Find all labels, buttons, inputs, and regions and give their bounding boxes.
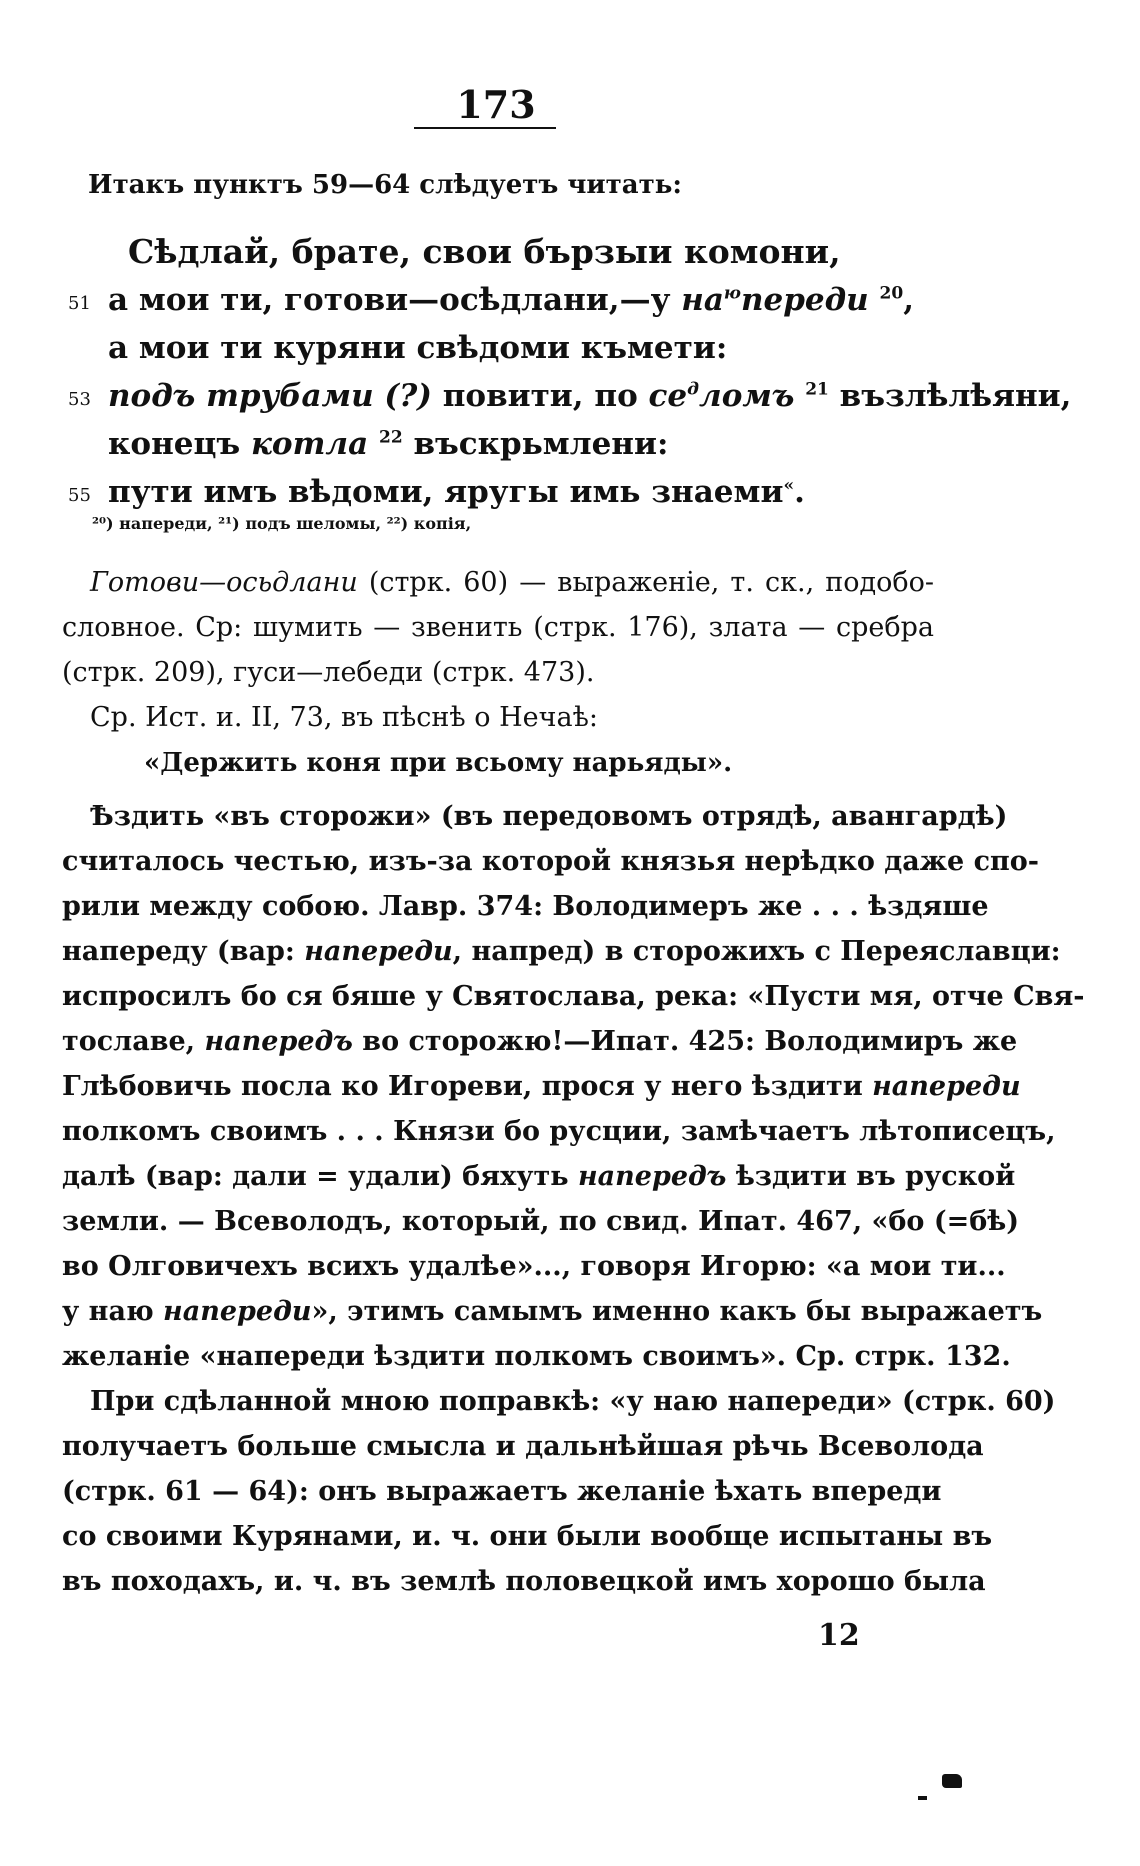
text-run: земли. — Всеволодъ, который, по свид. Ипат. 467, «бо (=бѣ) <box>62 1206 1020 1237</box>
text-line <box>62 839 1040 884</box>
text-run: конецъ <box>108 426 251 462</box>
text-line <box>62 1334 1011 1379</box>
text-line <box>62 560 934 605</box>
paragraph-3 <box>62 794 1085 1379</box>
verse-line <box>60 372 1072 420</box>
text-run: При сдѣланной мною поправкѣ: «у наю напереди» (стрк. 60) <box>90 1386 1056 1417</box>
italic-word: Готови—осьдлани <box>90 567 358 598</box>
text-run: а мои ти куряни свѣдоми къмети: <box>108 330 728 366</box>
text-line <box>62 884 989 929</box>
verse-line-text <box>128 228 841 276</box>
text-line <box>62 650 934 695</box>
verse-line <box>60 276 940 324</box>
italic-word: напередъ <box>577 1161 727 1192</box>
italic-word: напереди <box>163 1296 312 1327</box>
text-run: пути имъ вѣдоми, яругы имь знаеми <box>108 474 784 510</box>
italic-word: напереди <box>304 936 453 967</box>
text-run: Сѣдлай, брате, свои бързыи комони, <box>128 232 841 271</box>
paragraph-4 <box>62 1379 1056 1604</box>
verse-line-number: 53 <box>68 389 91 410</box>
text-run: . <box>794 474 805 510</box>
text-run: », этимъ самымъ именно какъ бы выражаетъ <box>311 1296 1043 1327</box>
verse-footnotes: ²⁰) напереди, ²¹) подъ шеломы, ²²) копія, <box>92 514 472 533</box>
text-line <box>62 1019 1018 1064</box>
verse-block <box>60 228 1072 516</box>
italic-word: ломъ <box>699 378 795 414</box>
superscript: ю <box>723 283 741 304</box>
text-line <box>62 794 1008 839</box>
verse-line-text <box>108 276 914 324</box>
text-line <box>62 1109 1056 1154</box>
verse-line-text <box>108 420 668 468</box>
superscript: 21 <box>805 379 829 400</box>
intro-line: Итакъ пунктъ 59—64 слѣдуетъ читать: <box>88 170 682 200</box>
ink-blot-small <box>918 1796 927 1800</box>
superscript: д <box>687 379 699 400</box>
text-line <box>62 974 1085 1019</box>
text-run: (стрк. 60) — выраженіе, т. ск., подобо- <box>357 567 934 598</box>
text-line <box>62 929 1061 974</box>
text-line <box>62 1514 993 1559</box>
text-line <box>62 1289 1043 1334</box>
text-run <box>794 378 805 414</box>
paragraph-2 <box>62 695 934 740</box>
italic-word: напередъ <box>204 1026 353 1057</box>
text-run: въскрьмлени: <box>402 426 669 462</box>
superscript: 22 <box>378 427 403 448</box>
text-run: , <box>903 282 915 318</box>
text-run: (стрк. 209), гуси—лебеди (стрк. 473). <box>62 657 595 688</box>
verse-line <box>60 228 940 276</box>
superscript: « <box>783 475 795 496</box>
verse-line <box>60 468 940 516</box>
text-line <box>62 1199 1020 1244</box>
text-run: далѣ (вар: дали = удали) бяхуть <box>62 1161 578 1192</box>
text-run: получаетъ больше смысла и дальнѣйшая рѣчь Всеволода <box>62 1431 984 1462</box>
text-run: словное. Ср: шумить — звенить (стрк. 176), злата — сребра <box>62 612 934 643</box>
text-line <box>62 1469 942 1514</box>
text-run <box>869 282 880 318</box>
text-run: възлѣлѣяни, <box>828 378 1072 414</box>
text-run: Глѣбовичь посла ко Игореви, прося у него ѣздити <box>62 1071 873 1102</box>
text-run: во сторожю!—Ипат. 425: Володимиръ же <box>352 1026 1018 1057</box>
verse-line-number: 51 <box>68 293 91 314</box>
italic-word: се <box>648 378 688 414</box>
italic-word: напереди <box>872 1071 1021 1102</box>
text-run: желаніе «напереди ѣздити полкомъ своимъ». Ср. стрк. 132. <box>62 1341 1011 1372</box>
text-run: а мои ти, готови—осѣдлани,—у <box>108 282 682 318</box>
text-line <box>62 1244 1006 1289</box>
text-run: повити, по <box>431 378 649 414</box>
verse-line-text <box>108 324 727 372</box>
text-run: со своими Курянами, и. ч. они были вообще испытаны въ <box>62 1521 993 1552</box>
text-line <box>62 1424 984 1469</box>
text-line <box>62 1064 1021 1109</box>
verse-line <box>60 324 940 372</box>
paragraph-1 <box>62 560 934 695</box>
text-run: (стрк. 61 — 64): онъ выражаетъ желаніе ѣхать впереди <box>62 1476 942 1507</box>
text-line <box>62 1379 1056 1424</box>
verse-line-number: 55 <box>68 485 91 506</box>
italic-word: на <box>681 282 724 318</box>
text-line <box>62 1154 1016 1199</box>
text-run <box>368 426 379 462</box>
italic-word: котла <box>250 426 369 462</box>
text-run: тославе, <box>62 1026 205 1057</box>
text-line <box>62 1559 986 1604</box>
text-run: полкомъ своимъ . . . Князи бо русции, замѣчаетъ лѣтописецъ, <box>62 1116 1056 1147</box>
ink-blot <box>942 1774 962 1788</box>
text-run: напереду (вар: <box>62 936 305 967</box>
text-run: испросилъ бо ся бяше у Святослава, река: «Пусти мя, отче Свя- <box>62 981 1085 1012</box>
italic-word: подъ трубами (?) <box>108 378 432 414</box>
verse-line-text <box>108 468 805 516</box>
text-run: въ походахъ, и. ч. въ землѣ половецкой имъ хорошо была <box>62 1566 986 1597</box>
header-rule <box>414 127 556 129</box>
text-run: , напред) в сторожихъ с Переяславци: <box>452 936 1061 967</box>
text-run: у наю <box>62 1296 164 1327</box>
text-line <box>62 605 934 650</box>
quote: «Держить коня при всьому нарьяды». <box>144 748 733 778</box>
signature-mark: 12 <box>818 1618 860 1653</box>
text-run: рили между собою. Лавр. 374: Володимеръ же . . . ѣздяше <box>62 891 989 922</box>
text-run: считалось честью, изъ-за которой князья нерѣдко даже спо- <box>62 846 1040 877</box>
text-run: Ѣздить «въ сторожи» (въ передовомъ отрядѣ, авангардѣ) <box>90 801 1008 832</box>
paragraph-2-line: Ср. Ист. и. II, 73, въ пѣснѣ о Нечаѣ: <box>90 702 598 733</box>
superscript: 20 <box>879 283 904 304</box>
text-run: во Олговичехъ всихъ удалѣе»..., говоря Игорю: «а мои ти... <box>62 1251 1006 1282</box>
page-number: 173 <box>456 82 536 127</box>
italic-word: переди <box>740 282 869 318</box>
verse-line <box>60 420 940 468</box>
commentary <box>62 560 1085 1604</box>
verse-line-text <box>108 372 1071 420</box>
text-run: ѣздити въ руской <box>726 1161 1016 1192</box>
